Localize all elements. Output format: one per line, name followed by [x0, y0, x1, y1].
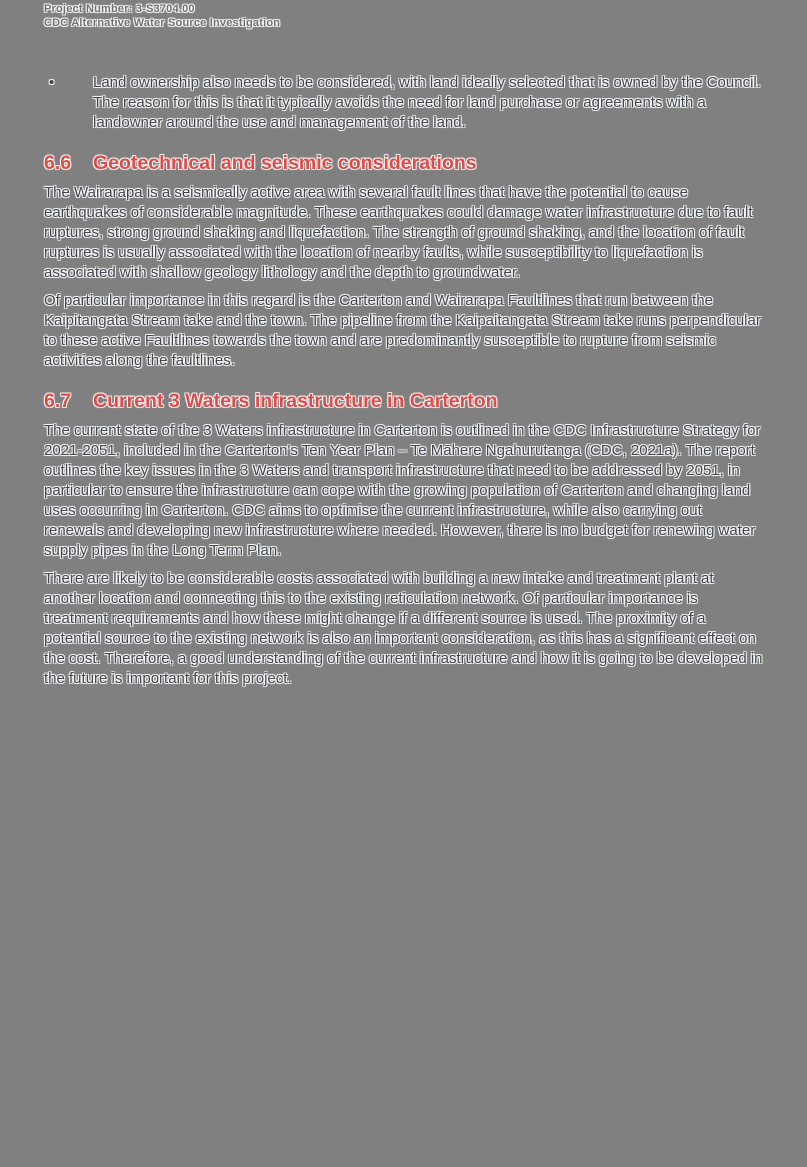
page-header [44, 3, 763, 30]
paragraph: There are likely to be considerable costs associated with building a new intake and treatment plant at another location and connecting this to the existing reticulation network. Of particular importance is treatment requirements and how these might change if a different source is used. The proximity of a potential source to the existing network is also an important consideration, as this has a significant effect on the cost. Therefore, a good understanding of the current infrastructure and how it is going to be developed in the future is important for this project. [44, 570, 763, 687]
section-heading [44, 389, 763, 413]
section-title: Current 3 Waters infrastructure in Carterton [93, 390, 498, 412]
list-item [44, 73, 763, 133]
header-project-number: Project Number: 3-S3704.00 [44, 3, 195, 15]
paragraph: The Wairarapa is a seismically active area with several fault lines that have the potential to cause earthquakes of considerable magnitude. These earthquakes could damage water infrastructure due to fault ruptures, strong ground shaking and liquefaction. The strength of ground shaking, and the location of fault ruptures is usually associated with the location of nearby faults, while susceptibility to liquefaction is associated with shallow geology lithology and the depth to groundwater. [44, 184, 753, 281]
section-title: Geotechnical and seismic considerations [93, 152, 477, 174]
section-number: 6.6 [44, 152, 72, 174]
bullet-list [44, 73, 763, 133]
paragraph: The current state of the 3 Waters infrastructure in Carterton is outlined in the CDC Infrastructure Strategy for 2021-2051, included in the Carterton's Ten Year Plan – Te Māhere Ngahurutanga (CDC, 2021a). The report outlines the key issues in the 3 Waters and transport infrastructure that need to be addressed by 2051, in particular to ensure the infrastructure can cope with the growing population of Carterton and changing land uses occurring in Carterton. CDC aims to optimise the current infrastructure, while also carrying out renewals and developing new infrastructure where needed. However, there is no budget for renewing water supply pipes in the Long Term Plan. [44, 422, 761, 559]
section-heading [44, 151, 763, 175]
section-number: 6.7 [44, 390, 72, 412]
bullet-text: Land ownership also needs to be considered, with land ideally selected that is owned by the Council. The reason for this is that it typically avoids the need for land purchase or agreements with a landowner around the use and management of the land. [93, 74, 761, 131]
header-document-title: CDC Alternative Water Source Investigation [44, 16, 281, 29]
paragraph: Of particular importance in this regard is the Carterton and Wairarapa Faultlines that run between the Kaipitangata Stream take and the town. The pipeline from the Kaipaitangata Stream take runs perpendicular to these active Faultlines towards the town and are predominantly susceptible to rupture from seismic activities along the faultlines. [44, 292, 761, 369]
section-geotechnical [44, 151, 763, 371]
section-3waters-infrastructure [44, 389, 763, 689]
bullet-marker: • [49, 74, 55, 91]
